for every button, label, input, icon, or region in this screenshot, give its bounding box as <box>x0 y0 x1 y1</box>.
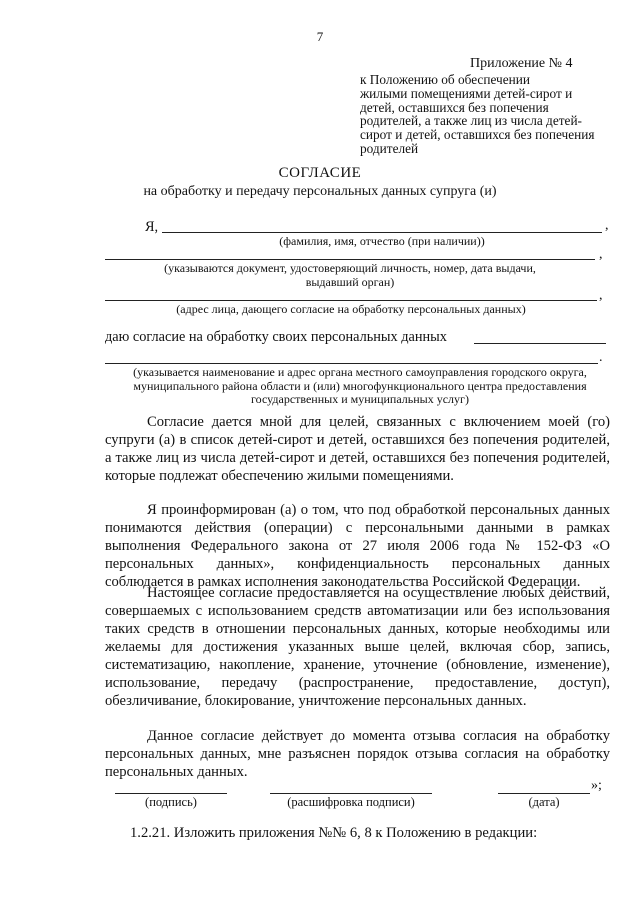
address-hint: (адрес лица, дающего согласие на обработку персональных данных) <box>176 302 526 316</box>
appendix-subtitle-line: родителей, а также лиц из числа детей- <box>360 113 582 129</box>
authority-hint <box>105 366 615 407</box>
appendix-subtitle <box>360 73 610 156</box>
paragraph-text: Согласие дается мной для целей, связанных с включением моей (го) супруги (а) в список детей-сирот и детей, оставшихся без попечения родителей, а также лиц из числа детей-сирот и детей, оставшихся без попечения родителей, которые подлежат обеспечению жилыми помещениями. <box>105 414 610 484</box>
document-subtitle: на обработку и передачу персональных данных супруга (и) <box>143 184 497 199</box>
document-title: СОГЛАСИЕ <box>278 165 362 181</box>
fio-hint: (фамилия, имя, отчество (при наличии)) <box>279 234 485 248</box>
page-number: 7 <box>316 29 324 44</box>
appendix-subtitle-line: сирот и детей, оставшихся без попечения <box>360 127 595 143</box>
document-hint-line: (указываются документ, удостоверяющий личность, номер, дата выдачи, <box>164 261 536 275</box>
appendix-subtitle-line: родителей <box>360 140 419 156</box>
authority-hint-line: муниципального района области и (или) многофункционального центра предоставления <box>133 378 587 393</box>
signature-caption: (подпись) <box>145 795 197 809</box>
transcript-caption: (расшифровка подписи) <box>287 795 415 809</box>
appendix-subtitle-line: детей, оставшихся без попечения <box>360 99 549 115</box>
date-caption: (дата) <box>528 795 560 809</box>
paragraph-purpose <box>105 413 610 485</box>
paragraph-validity <box>105 727 610 781</box>
fio-field[interactable] <box>162 232 602 233</box>
document-hint <box>105 262 595 289</box>
authority-field[interactable] <box>105 363 598 364</box>
signature-field[interactable] <box>115 793 227 794</box>
appendix-title: Приложение № 4 <box>470 56 573 71</box>
i-label: Я, <box>145 219 159 235</box>
paragraph-informed <box>105 501 610 591</box>
appendix-subtitle-line: к Положению об обеспечении <box>360 72 530 87</box>
paragraph-scope <box>105 584 610 710</box>
date-field[interactable] <box>498 793 590 794</box>
consent-field[interactable] <box>474 343 606 344</box>
paragraph-text: Я проинформирован (а) о том, что под обработкой персональных данных понимаются действия (операции) с персональными данными в рамках выполнения Федерального закона от 27 июля 2006 года № 152-ФЗ «О персональных данных», конфиденциальность персональных данных соблюдается в рамках исполнения законодательства Российской Федерации. <box>105 502 610 590</box>
transcript-field[interactable] <box>270 793 432 794</box>
appendix-subtitle-line: жилыми помещениями детей-сирот и <box>360 85 573 101</box>
document-hint-line: выдавший орган) <box>305 274 395 289</box>
paragraph-text: Данное согласие действует до момента отзыва согласия на обработку персональных данных, мне разъяснен порядок отзыва согласия на обработку персональных данных. <box>105 728 610 780</box>
authority-period: . <box>599 350 603 365</box>
amendment-item: 1.2.21. Изложить приложения №№ 6, 8 к Положению в редакции: <box>130 825 538 841</box>
consent-label: даю согласие на обработку своих персональных данных <box>105 329 447 345</box>
paragraph-text: Настоящее согласие предоставляется на осуществление любых действий, совершаемых с использованием средств автоматизации или без использования таких средств в отношении персональных данных, которые необходимы или желаемы для достижения указанных выше целей, включая сбор, запись, систематизацию, накопление, хранение, уточнение (обновление, изменение), использование, передачу (распространение, предоставление, доступ), обезличивание, блокирование, уничтожение персональных данных. <box>105 585 610 709</box>
document-field[interactable] <box>105 259 595 260</box>
authority-hint-line: (указывается наименование и адрес органа местного самоуправления городского округа, <box>133 365 587 379</box>
authority-hint-line: государственных и муниципальных услуг) <box>251 392 469 406</box>
document-comma: , <box>599 247 603 262</box>
address-comma: , <box>599 288 603 303</box>
address-field[interactable] <box>105 300 597 301</box>
date-tail: »; <box>591 778 602 793</box>
fio-comma: , <box>605 218 609 233</box>
